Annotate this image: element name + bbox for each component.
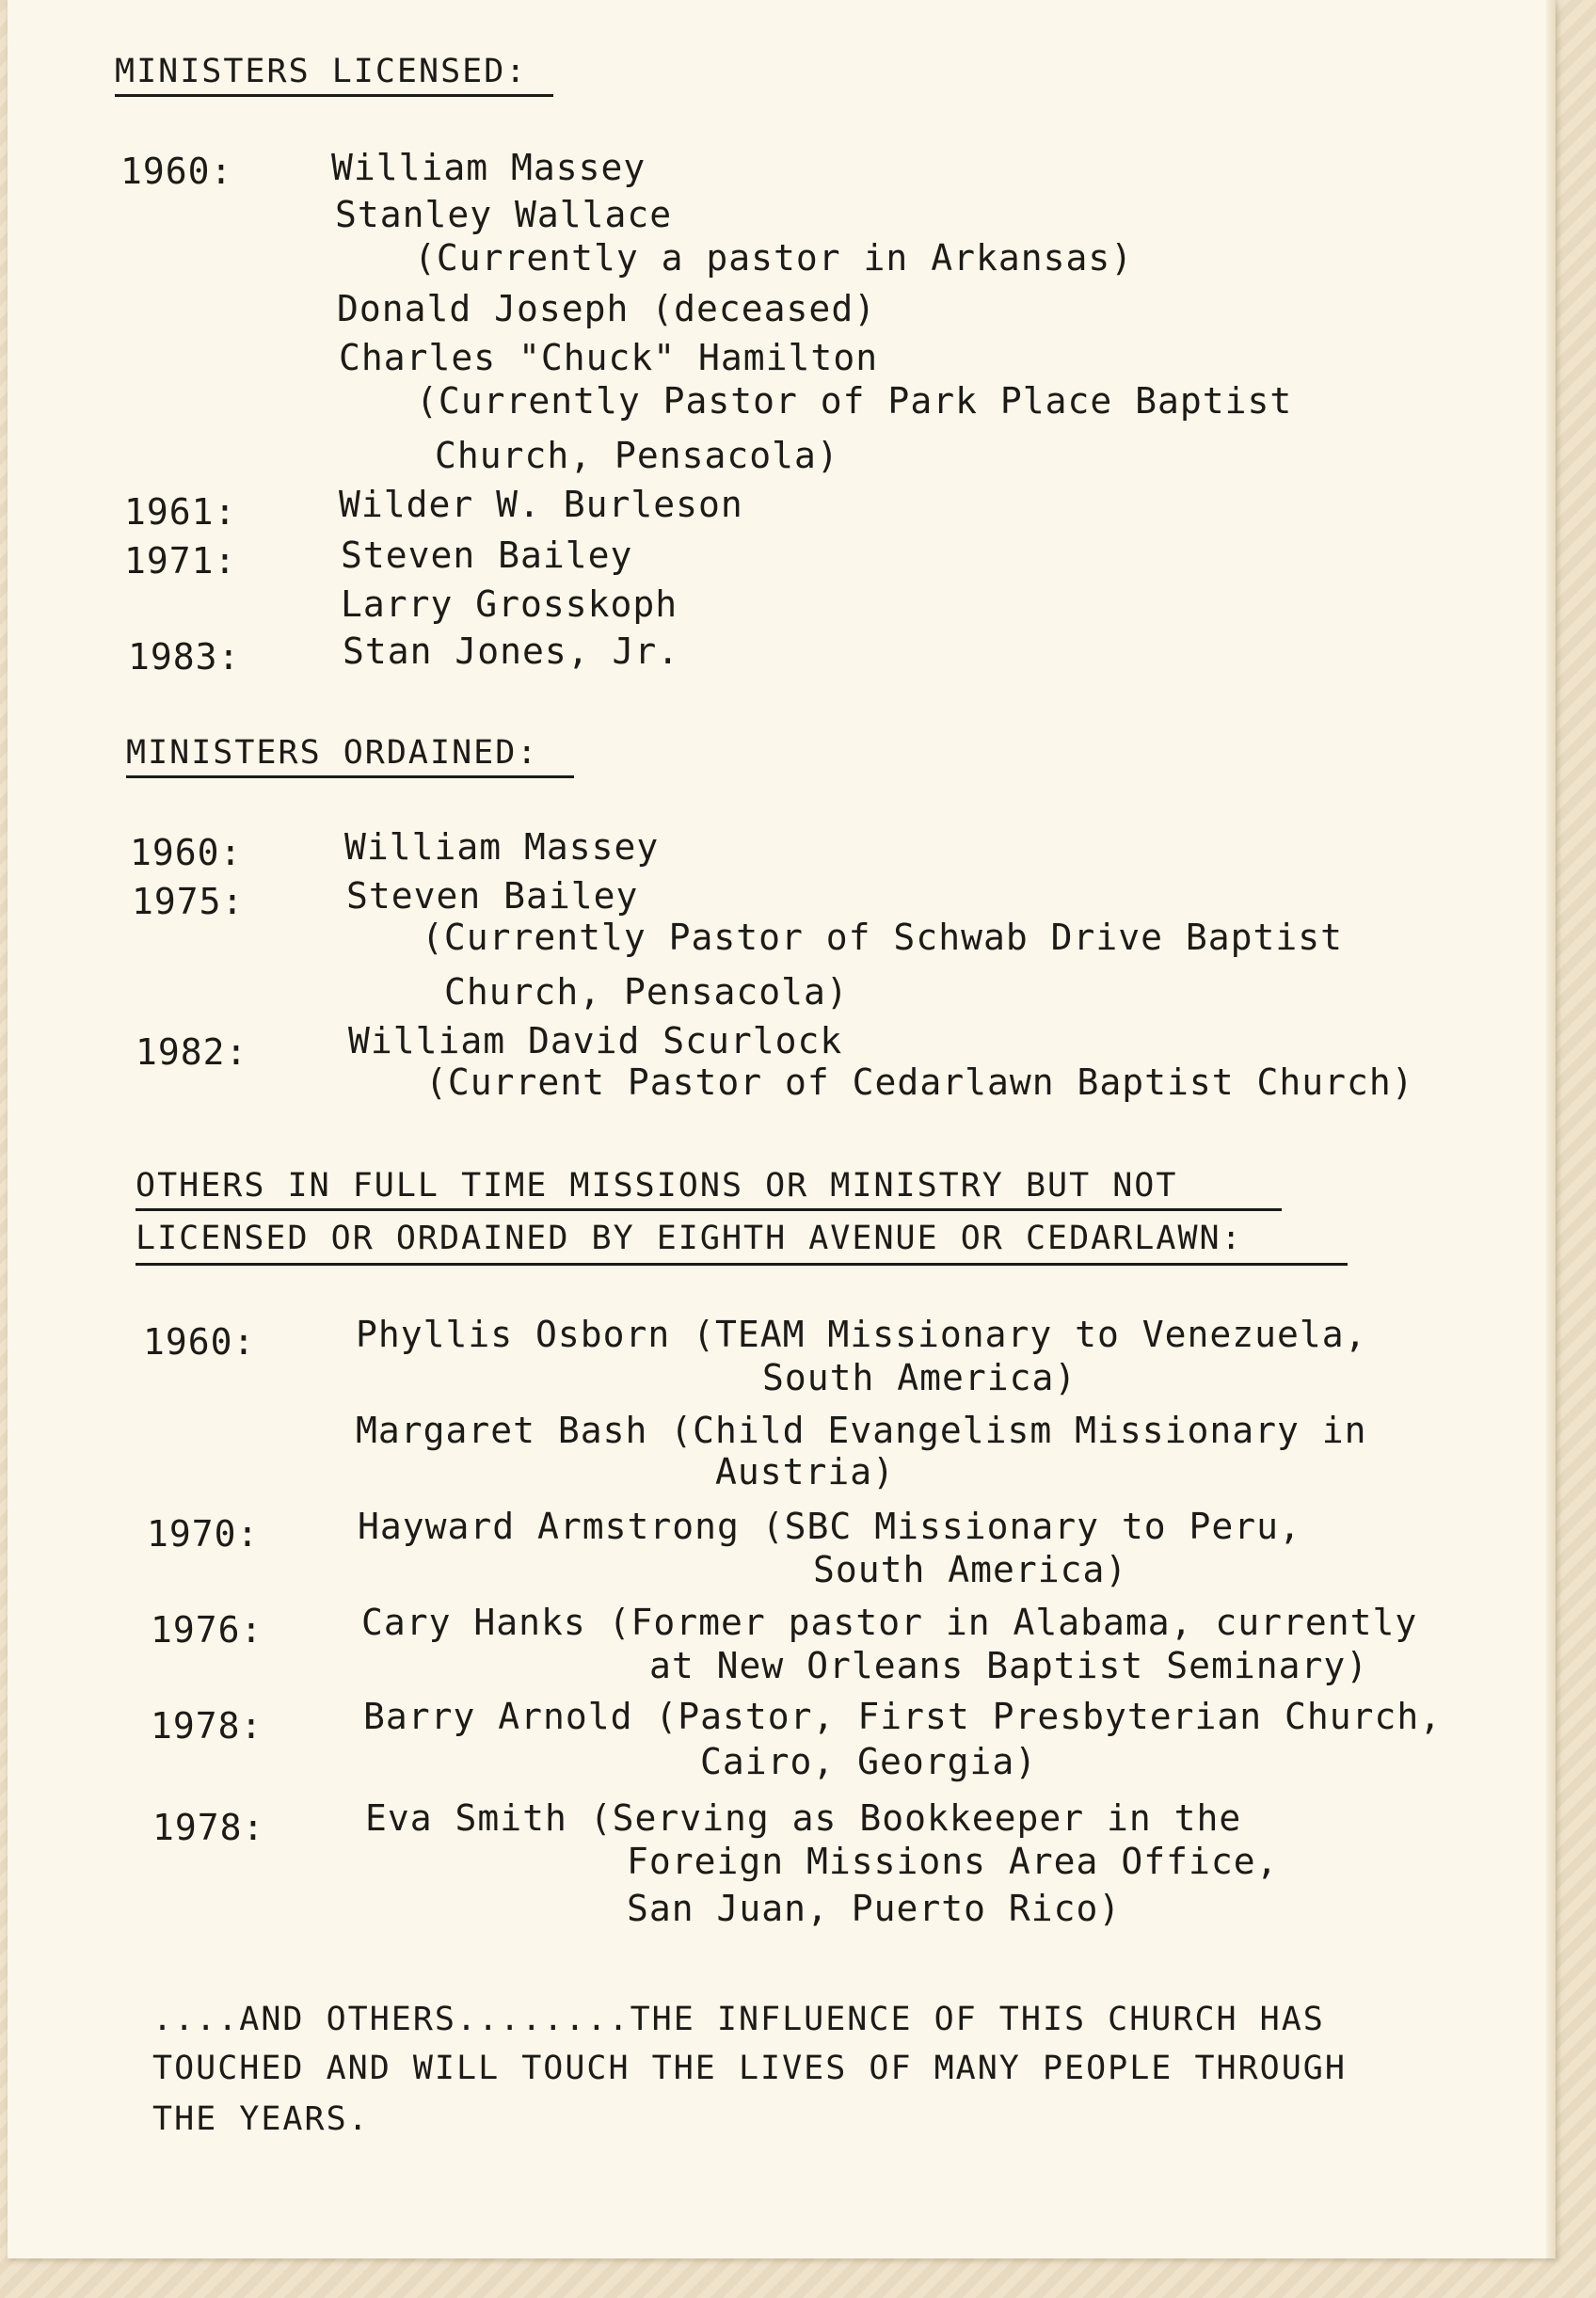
heading-underline	[115, 94, 553, 97]
entry-text: Charles "Chuck" Hamilton	[339, 337, 879, 378]
closing-line: ....AND OTHERS........THE INFLUENCE OF THIS CHURCH HAS	[152, 2001, 1325, 2038]
entry-text: Foreign Missions Area Office,	[627, 1841, 1279, 1882]
year-label: 1960:	[143, 1321, 256, 1363]
entry-text: (Currently a pastor in Arkansas)	[414, 237, 1134, 279]
heading-others-line1: OTHERS IN FULL TIME MISSIONS OR MINISTRY BUT NOT	[136, 1167, 1178, 1205]
year-label: 1975:	[132, 881, 245, 922]
entry-text: Cairo, Georgia)	[700, 1741, 1038, 1782]
entry-text: William David Scurlock	[348, 1020, 843, 1061]
entry-text: Cary Hanks (Former pastor in Alabama, currently	[361, 1602, 1418, 1643]
entry-text: Stanley Wallace	[335, 194, 673, 235]
closing-line: THE YEARS.	[152, 2100, 370, 2138]
entry-text: Phyllis Osborn (TEAM Missionary to Venezuela,	[356, 1314, 1367, 1355]
year-label: 1983:	[128, 636, 241, 678]
heading-underline	[136, 1208, 1282, 1211]
year-label: 1978:	[152, 1807, 265, 1848]
entry-text: (Current Pastor of Cedarlawn Baptist Church)	[425, 1061, 1414, 1103]
year-label: 1976:	[151, 1609, 263, 1651]
entry-text: at New Orleans Baptist Seminary)	[649, 1645, 1369, 1686]
entry-text: William Massey	[344, 826, 660, 868]
entry-text: Church, Pensacola)	[435, 435, 839, 476]
entry-text: William Massey	[331, 147, 646, 188]
year-label: 1961:	[124, 491, 237, 533]
entry-text: South America)	[762, 1357, 1077, 1398]
entry-text: Donald Joseph (deceased)	[337, 288, 877, 329]
entry-text: Barry Arnold (Pastor, First Presbyterian Church,	[363, 1696, 1443, 1737]
year-label: 1982:	[136, 1031, 248, 1073]
entry-text: Larry Grosskoph	[341, 583, 678, 625]
entry-text: San Juan, Puerto Rico)	[627, 1888, 1122, 1929]
year-label: 1978:	[151, 1705, 263, 1747]
year-label: 1960:	[120, 151, 233, 192]
closing-line: TOUCHED AND WILL TOUCH THE LIVES OF MANY PEOPLE THROUGH	[152, 2050, 1347, 2087]
entry-text: Wilder W. Burleson	[339, 484, 743, 525]
entry-text: Eva Smith (Serving as Bookkeeper in the	[365, 1797, 1242, 1839]
heading-underline	[136, 1263, 1348, 1266]
heading-ministers-ordained: MINISTERS ORDAINED:	[126, 734, 539, 772]
entry-text: Steven Bailey	[341, 535, 633, 576]
year-label: 1970:	[147, 1513, 260, 1555]
heading-ministers-licensed: MINISTERS LICENSED:	[115, 53, 528, 90]
entry-text: Margaret Bash (Child Evangelism Missionary in	[356, 1410, 1367, 1451]
entry-text: Stan Jones, Jr.	[343, 630, 680, 672]
entry-text: South America)	[813, 1549, 1128, 1590]
heading-others-line2: LICENSED OR ORDAINED BY EIGHTH AVENUE OR CEDARLAWN:	[136, 1220, 1243, 1257]
entry-text: Church, Pensacola)	[444, 971, 849, 1013]
year-label: 1960:	[130, 832, 243, 873]
year-label: 1971:	[124, 540, 237, 582]
entry-text: Steven Bailey	[346, 875, 639, 917]
entry-text: Hayward Armstrong (SBC Missionary to Peru,	[358, 1506, 1301, 1547]
entry-text: (Currently Pastor of Schwab Drive Baptist	[422, 917, 1343, 958]
heading-underline	[126, 775, 574, 778]
entry-text: Austria)	[715, 1451, 896, 1492]
entry-text: (Currently Pastor of Park Place Baptist	[416, 380, 1293, 422]
